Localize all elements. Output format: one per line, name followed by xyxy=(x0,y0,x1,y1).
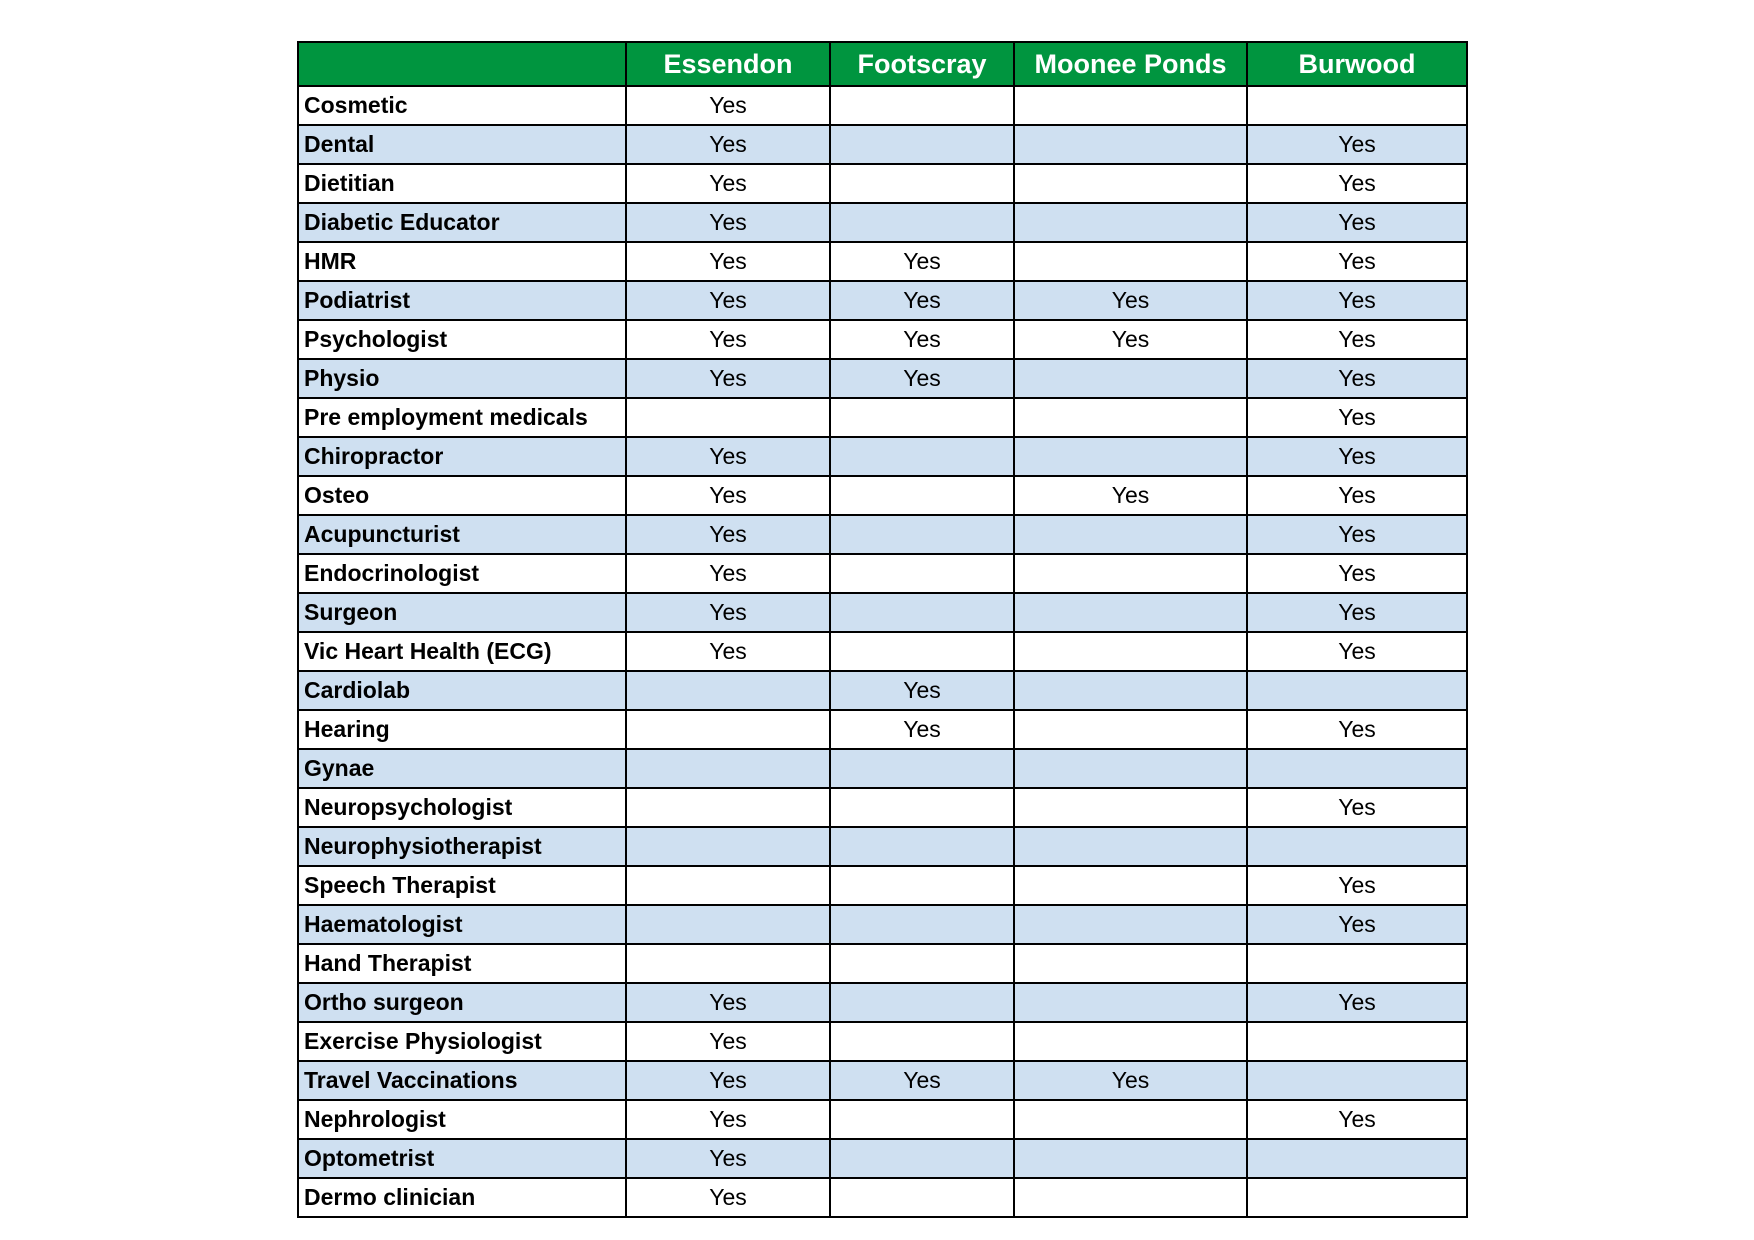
table-row xyxy=(298,827,1467,866)
table-row xyxy=(298,632,1467,671)
availability-cell-burwood xyxy=(1247,1061,1467,1100)
table-row xyxy=(298,866,1467,905)
availability-cell-moonee-ponds: Yes xyxy=(1014,1061,1247,1100)
availability-cell-essendon: Yes xyxy=(626,1100,830,1139)
availability-cell-essendon: Yes xyxy=(626,164,830,203)
table-row xyxy=(298,944,1467,983)
availability-cell-footscray xyxy=(830,1100,1014,1139)
availability-cell-moonee-ponds: Yes xyxy=(1014,320,1247,359)
service-name-cell: Psychologist xyxy=(298,320,626,359)
availability-cell-essendon: Yes xyxy=(626,437,830,476)
availability-cell-footscray xyxy=(830,554,1014,593)
availability-cell-essendon: Yes xyxy=(626,1061,830,1100)
availability-cell-footscray xyxy=(830,515,1014,554)
service-name-cell: Travel Vaccinations xyxy=(298,1061,626,1100)
availability-cell-moonee-ponds xyxy=(1014,1100,1247,1139)
header-cell-moonee-ponds: Moonee Ponds xyxy=(1014,42,1247,86)
availability-cell-moonee-ponds xyxy=(1014,359,1247,398)
availability-cell-moonee-ponds xyxy=(1014,86,1247,125)
availability-cell-burwood: Yes xyxy=(1247,359,1467,398)
service-name-cell: Cosmetic xyxy=(298,86,626,125)
availability-cell-essendon: Yes xyxy=(626,320,830,359)
service-name-cell: Podiatrist xyxy=(298,281,626,320)
availability-cell-essendon xyxy=(626,944,830,983)
service-name-cell: Pre employment medicals xyxy=(298,398,626,437)
header-cell-burwood: Burwood xyxy=(1247,42,1467,86)
availability-cell-footscray xyxy=(830,1022,1014,1061)
availability-cell-essendon xyxy=(626,866,830,905)
service-name-cell: Surgeon xyxy=(298,593,626,632)
availability-cell-burwood: Yes xyxy=(1247,788,1467,827)
service-name-cell: Optometrist xyxy=(298,1139,626,1178)
table-row xyxy=(298,125,1467,164)
service-name-cell: Physio xyxy=(298,359,626,398)
availability-cell-burwood xyxy=(1247,1022,1467,1061)
availability-cell-essendon: Yes xyxy=(626,1139,830,1178)
availability-cell-footscray xyxy=(830,437,1014,476)
availability-cell-essendon xyxy=(626,398,830,437)
availability-cell-burwood: Yes xyxy=(1247,515,1467,554)
availability-cell-footscray xyxy=(830,944,1014,983)
table-row xyxy=(298,1100,1467,1139)
availability-cell-footscray xyxy=(830,125,1014,164)
availability-cell-moonee-ponds xyxy=(1014,125,1247,164)
availability-cell-moonee-ponds xyxy=(1014,827,1247,866)
availability-cell-burwood: Yes xyxy=(1247,905,1467,944)
service-name-cell: Cardiolab xyxy=(298,671,626,710)
availability-cell-burwood xyxy=(1247,671,1467,710)
availability-cell-burwood: Yes xyxy=(1247,281,1467,320)
availability-cell-moonee-ponds xyxy=(1014,1022,1247,1061)
table-row xyxy=(298,281,1467,320)
availability-cell-essendon: Yes xyxy=(626,515,830,554)
availability-cell-footscray: Yes xyxy=(830,710,1014,749)
service-name-cell: Diabetic Educator xyxy=(298,203,626,242)
availability-cell-essendon xyxy=(626,710,830,749)
availability-cell-moonee-ponds xyxy=(1014,944,1247,983)
table-row xyxy=(298,983,1467,1022)
availability-cell-burwood: Yes xyxy=(1247,398,1467,437)
availability-cell-essendon xyxy=(626,905,830,944)
table-row xyxy=(298,710,1467,749)
table-row xyxy=(298,242,1467,281)
table-row xyxy=(298,476,1467,515)
availability-cell-footscray xyxy=(830,749,1014,788)
availability-cell-moonee-ponds xyxy=(1014,242,1247,281)
availability-cell-footscray: Yes xyxy=(830,359,1014,398)
availability-cell-essendon: Yes xyxy=(626,281,830,320)
availability-cell-burwood: Yes xyxy=(1247,593,1467,632)
availability-cell-burwood xyxy=(1247,749,1467,788)
availability-cell-burwood xyxy=(1247,1139,1467,1178)
availability-cell-moonee-ponds xyxy=(1014,905,1247,944)
service-name-cell: Vic Heart Health (ECG) xyxy=(298,632,626,671)
service-name-cell: Hearing xyxy=(298,710,626,749)
availability-cell-moonee-ponds xyxy=(1014,866,1247,905)
availability-cell-essendon: Yes xyxy=(626,632,830,671)
service-name-cell: Exercise Physiologist xyxy=(298,1022,626,1061)
availability-cell-moonee-ponds xyxy=(1014,710,1247,749)
availability-cell-burwood: Yes xyxy=(1247,476,1467,515)
table-row xyxy=(298,1178,1467,1217)
availability-cell-burwood xyxy=(1247,86,1467,125)
availability-cell-footscray xyxy=(830,593,1014,632)
service-name-cell: Neurophysiotherapist xyxy=(298,827,626,866)
availability-cell-moonee-ponds: Yes xyxy=(1014,476,1247,515)
service-name-cell: Haematologist xyxy=(298,905,626,944)
service-name-cell: Nephrologist xyxy=(298,1100,626,1139)
table-row xyxy=(298,1139,1467,1178)
service-name-cell: HMR xyxy=(298,242,626,281)
availability-cell-essendon xyxy=(626,788,830,827)
availability-cell-footscray xyxy=(830,983,1014,1022)
availability-cell-burwood: Yes xyxy=(1247,125,1467,164)
availability-cell-burwood: Yes xyxy=(1247,242,1467,281)
availability-cell-moonee-ponds xyxy=(1014,632,1247,671)
service-name-cell: Speech Therapist xyxy=(298,866,626,905)
availability-cell-essendon xyxy=(626,749,830,788)
availability-cell-footscray xyxy=(830,632,1014,671)
table-row xyxy=(298,203,1467,242)
table-row xyxy=(298,437,1467,476)
availability-cell-moonee-ponds xyxy=(1014,983,1247,1022)
availability-cell-burwood: Yes xyxy=(1247,320,1467,359)
availability-cell-moonee-ponds: Yes xyxy=(1014,281,1247,320)
availability-cell-footscray xyxy=(830,86,1014,125)
availability-cell-moonee-ponds xyxy=(1014,788,1247,827)
availability-cell-moonee-ponds xyxy=(1014,554,1247,593)
availability-cell-essendon xyxy=(626,827,830,866)
service-name-cell: Chiropractor xyxy=(298,437,626,476)
availability-cell-essendon: Yes xyxy=(626,359,830,398)
service-name-cell: Hand Therapist xyxy=(298,944,626,983)
availability-cell-footscray xyxy=(830,476,1014,515)
table-row xyxy=(298,320,1467,359)
services-table-container xyxy=(297,41,1466,1218)
table-row xyxy=(298,1022,1467,1061)
availability-cell-essendon: Yes xyxy=(626,554,830,593)
availability-cell-burwood xyxy=(1247,944,1467,983)
header-cell-service xyxy=(298,42,626,86)
service-name-cell: Ortho surgeon xyxy=(298,983,626,1022)
availability-cell-moonee-ponds xyxy=(1014,164,1247,203)
availability-cell-footscray xyxy=(830,1139,1014,1178)
table-row xyxy=(298,359,1467,398)
availability-cell-burwood: Yes xyxy=(1247,866,1467,905)
table-row xyxy=(298,164,1467,203)
table-row xyxy=(298,1061,1467,1100)
table-row xyxy=(298,749,1467,788)
availability-cell-moonee-ponds xyxy=(1014,515,1247,554)
availability-cell-footscray: Yes xyxy=(830,320,1014,359)
service-name-cell: Acupuncturist xyxy=(298,515,626,554)
availability-cell-essendon xyxy=(626,671,830,710)
service-name-cell: Osteo xyxy=(298,476,626,515)
availability-cell-burwood: Yes xyxy=(1247,203,1467,242)
availability-cell-essendon: Yes xyxy=(626,1022,830,1061)
availability-cell-essendon: Yes xyxy=(626,593,830,632)
availability-cell-essendon: Yes xyxy=(626,86,830,125)
availability-cell-burwood: Yes xyxy=(1247,554,1467,593)
availability-cell-footscray: Yes xyxy=(830,671,1014,710)
availability-cell-moonee-ponds xyxy=(1014,1139,1247,1178)
table-row xyxy=(298,593,1467,632)
service-name-cell: Dermo clinician xyxy=(298,1178,626,1217)
availability-cell-moonee-ponds xyxy=(1014,203,1247,242)
availability-cell-essendon: Yes xyxy=(626,476,830,515)
availability-cell-footscray xyxy=(830,398,1014,437)
availability-cell-burwood: Yes xyxy=(1247,632,1467,671)
availability-cell-footscray: Yes xyxy=(830,281,1014,320)
availability-cell-footscray: Yes xyxy=(830,242,1014,281)
availability-cell-burwood: Yes xyxy=(1247,437,1467,476)
availability-cell-footscray xyxy=(830,788,1014,827)
availability-cell-moonee-ponds xyxy=(1014,1178,1247,1217)
availability-cell-moonee-ponds xyxy=(1014,749,1247,788)
table-row xyxy=(298,86,1467,125)
table-row xyxy=(298,671,1467,710)
service-name-cell: Dietitian xyxy=(298,164,626,203)
availability-cell-footscray xyxy=(830,1178,1014,1217)
availability-cell-burwood: Yes xyxy=(1247,710,1467,749)
service-name-cell: Gynae xyxy=(298,749,626,788)
header-cell-footscray: Footscray xyxy=(830,42,1014,86)
availability-cell-burwood: Yes xyxy=(1247,1100,1467,1139)
availability-cell-burwood xyxy=(1247,1178,1467,1217)
table-row xyxy=(298,398,1467,437)
table-row xyxy=(298,788,1467,827)
header-cell-essendon: Essendon xyxy=(626,42,830,86)
availability-cell-burwood: Yes xyxy=(1247,164,1467,203)
availability-cell-burwood: Yes xyxy=(1247,983,1467,1022)
availability-cell-footscray xyxy=(830,164,1014,203)
availability-cell-essendon: Yes xyxy=(626,125,830,164)
header-row xyxy=(298,42,1467,86)
service-name-cell: Dental xyxy=(298,125,626,164)
availability-cell-moonee-ponds xyxy=(1014,398,1247,437)
availability-cell-essendon: Yes xyxy=(626,1178,830,1217)
availability-cell-footscray xyxy=(830,203,1014,242)
availability-cell-footscray: Yes xyxy=(830,1061,1014,1100)
service-name-cell: Neuropsychologist xyxy=(298,788,626,827)
table-row xyxy=(298,905,1467,944)
availability-cell-footscray xyxy=(830,866,1014,905)
table-row xyxy=(298,515,1467,554)
availability-cell-burwood xyxy=(1247,827,1467,866)
availability-cell-footscray xyxy=(830,827,1014,866)
availability-cell-moonee-ponds xyxy=(1014,593,1247,632)
availability-cell-essendon: Yes xyxy=(626,983,830,1022)
table-row xyxy=(298,554,1467,593)
availability-cell-essendon: Yes xyxy=(626,203,830,242)
services-by-location-table xyxy=(297,41,1468,1218)
availability-cell-moonee-ponds xyxy=(1014,437,1247,476)
service-name-cell: Endocrinologist xyxy=(298,554,626,593)
availability-cell-essendon: Yes xyxy=(626,242,830,281)
availability-cell-footscray xyxy=(830,905,1014,944)
table-body xyxy=(298,86,1467,1217)
availability-cell-moonee-ponds xyxy=(1014,671,1247,710)
